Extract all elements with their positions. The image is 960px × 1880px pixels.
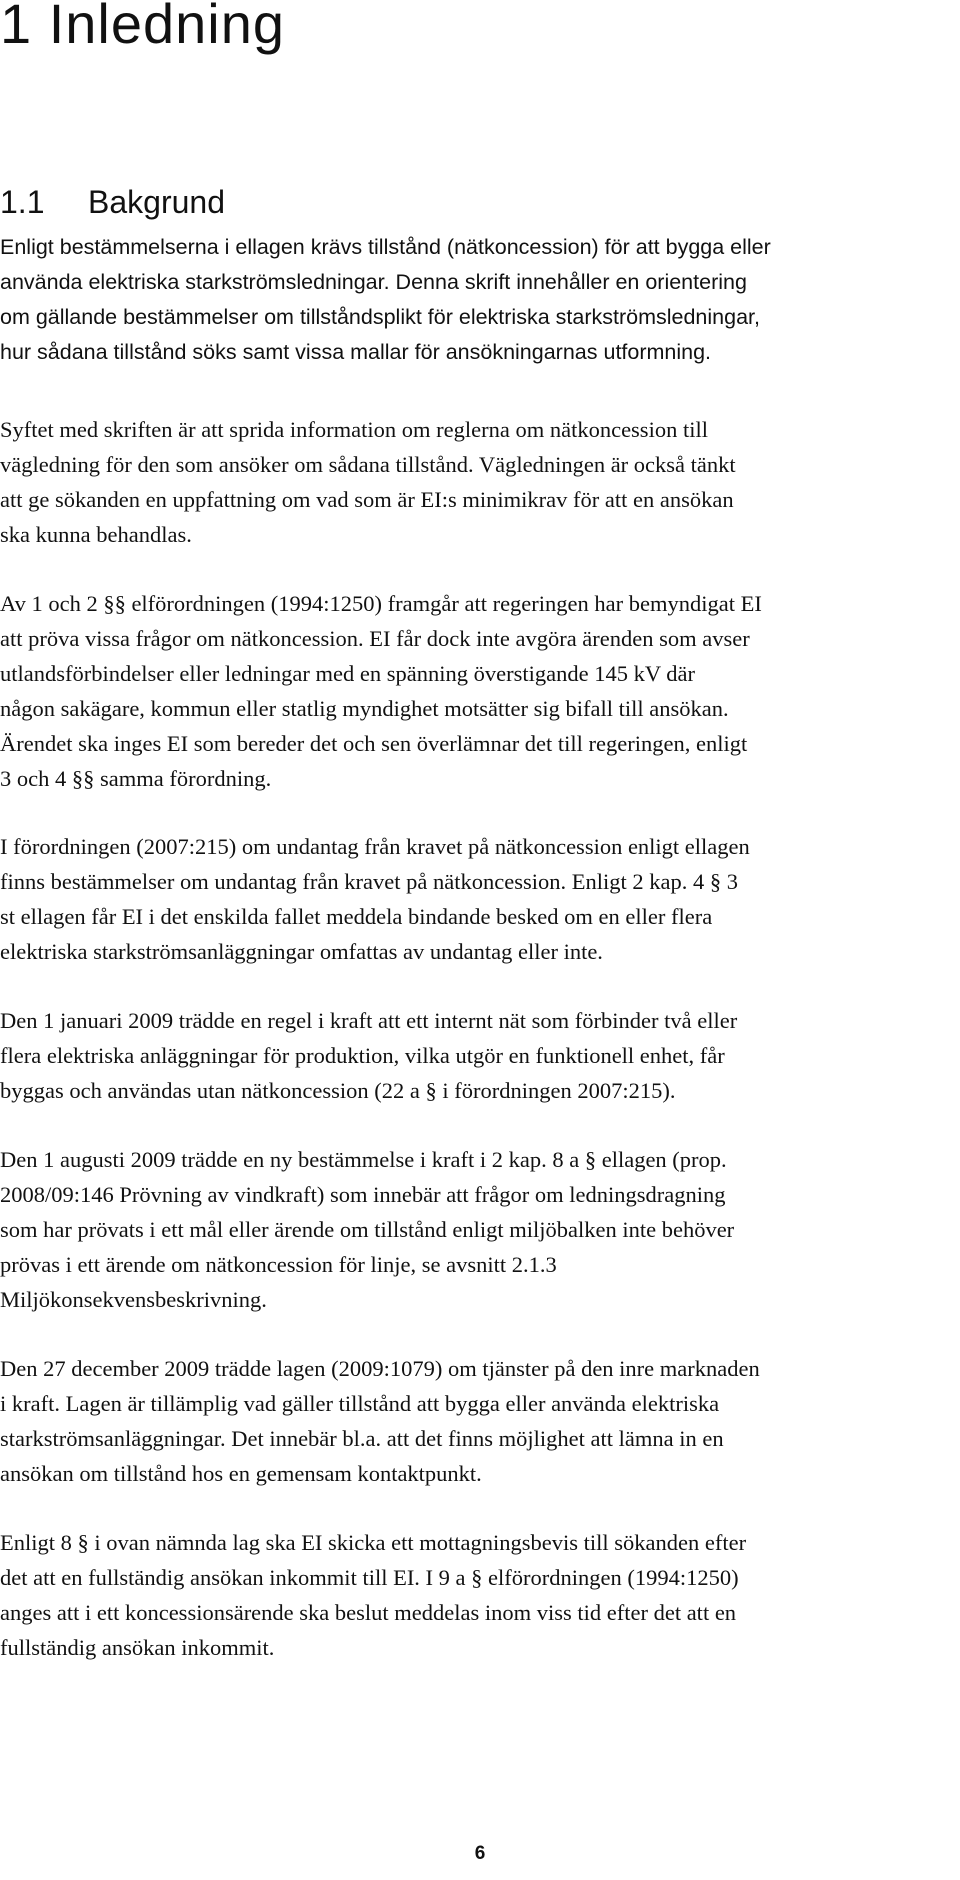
paragraph-line: att pröva vissa frågor om nätkoncession. EI får dock inte avgöra ärenden som avser: [0, 626, 750, 651]
paragraph-line: om gällande bestämmelser om tillståndsplikt för elektriska starkströmsledningar,: [0, 305, 760, 329]
paragraph-line: 3 och 4 §§ samma förordning.: [0, 766, 272, 791]
paragraph-line: Av 1 och 2 §§ elförordningen (1994:1250) framgår att regeringen har bemyndigat EI: [0, 591, 762, 616]
paragraph-line: någon sakägare, kommun eller statlig myndighet motsätter sig bifall till ansökan.: [0, 696, 729, 721]
paragraph-1: [0, 230, 960, 370]
paragraph-line: det att en fullständig ansökan inkommit till EI. I 9 a § elförordningen (1994:1250): [0, 1565, 739, 1590]
paragraph-line: som har prövats i ett mål eller ärende om tillstånd enligt miljöbalken inte behöver: [0, 1217, 735, 1242]
paragraph-line: Ärendet ska inges EI som bereder det och sen överlämnar det till regeringen, enligt: [0, 731, 748, 756]
paragraph-line: starkströmsanläggningar. Det innebär bl.a. att det finns möjlighet att lämna in en: [0, 1426, 724, 1451]
paragraph-7: [0, 1351, 960, 1491]
paragraph-line: prövas i ett ärende om nätkoncession för linje, se avsnitt 2.1.3: [0, 1252, 557, 1277]
paragraph-line: Den 1 augusti 2009 trädde en ny bestämmelse i kraft i 2 kap. 8 a § ellagen (prop.: [0, 1147, 727, 1172]
paragraph-line: 2008/09:146 Prövning av vindkraft) som innebär att frågor om ledningsdragning: [0, 1182, 726, 1207]
paragraph-line: anges att i ett koncessionsärende ska beslut meddelas inom viss tid efter det att en: [0, 1600, 737, 1625]
paragraph-line: ska kunna behandlas.: [0, 522, 192, 547]
paragraph-line: att ge sökanden en uppfattning om vad som är EI:s minimikrav för att en ansökan: [0, 487, 734, 512]
paragraph-line: utlandsförbindelser eller ledningar med en spänning överstigande 145 kV där: [0, 661, 696, 686]
paragraph-line: vägledning för den som ansöker om sådana tillstånd. Vägledningen är också tänkt: [0, 452, 736, 477]
paragraph-line: finns bestämmelser om undantag från kravet på nätkoncession. Enligt 2 kap. 4 § 3: [0, 869, 738, 894]
paragraph-line: byggas och användas utan nätkoncession (22 a § i förordningen 2007:215).: [0, 1078, 676, 1103]
page-number: 6: [474, 1843, 486, 1864]
paragraph-5: [0, 1003, 960, 1108]
paragraph-line: Syftet med skriften är att sprida information om reglerna om nätkoncession till: [0, 417, 708, 442]
paragraph-line: i kraft. Lagen är tillämplig vad gäller tillstånd att bygga eller använda elektriska: [0, 1391, 720, 1416]
chapter-heading: 1 Inledning: [0, 0, 286, 55]
paragraph-line: elektriska starkströmsanläggningar omfattas av undantag eller inte.: [0, 939, 603, 964]
section-title: Bakgrund: [88, 184, 225, 220]
paragraph-6: [0, 1142, 960, 1317]
paragraph-line: använda elektriska starkströmsledningar. Denna skrift innehåller en orientering: [0, 270, 747, 294]
paragraph-line: hur sådana tillstånd söks samt vissa mallar för ansökningarnas utformning.: [0, 340, 712, 364]
paragraph-line: Den 1 januari 2009 trädde en regel i kraft att ett internt nät som förbinder två eller: [0, 1008, 738, 1033]
paragraph-2: [0, 412, 960, 552]
paragraph-line: I förordningen (2007:215) om undantag från kravet på nätkoncession enligt ellagen: [0, 834, 750, 859]
paragraph-3: [0, 586, 960, 796]
paragraph-line: Enligt 8 § i ovan nämnda lag ska EI skicka ett mottagningsbevis till sökanden efter: [0, 1530, 747, 1555]
section-heading: [0, 180, 225, 224]
paragraph-line: Den 27 december 2009 trädde lagen (2009:1079) om tjänster på den inre marknaden: [0, 1356, 760, 1381]
paragraph-line: st ellagen får EI i det enskilda fallet meddela bindande besked om en eller flera: [0, 904, 713, 929]
paragraph-line: Miljökonsekvensbeskrivning.: [0, 1287, 267, 1312]
paragraph-4: [0, 829, 960, 969]
paragraph-line: ansökan om tillstånd hos en gemensam kontaktpunkt.: [0, 1461, 482, 1486]
section-number: 1.1: [0, 184, 45, 220]
paragraph-line: flera elektriska anläggningar för produktion, vilka utgör en funktionell enhet, får: [0, 1043, 725, 1068]
paragraph-8: [0, 1525, 960, 1665]
paragraph-line: fullständig ansökan inkommit.: [0, 1635, 275, 1660]
paragraph-line: Enligt bestämmelserna i ellagen krävs tillstånd (nätkoncession) för att bygga eller: [0, 235, 771, 259]
